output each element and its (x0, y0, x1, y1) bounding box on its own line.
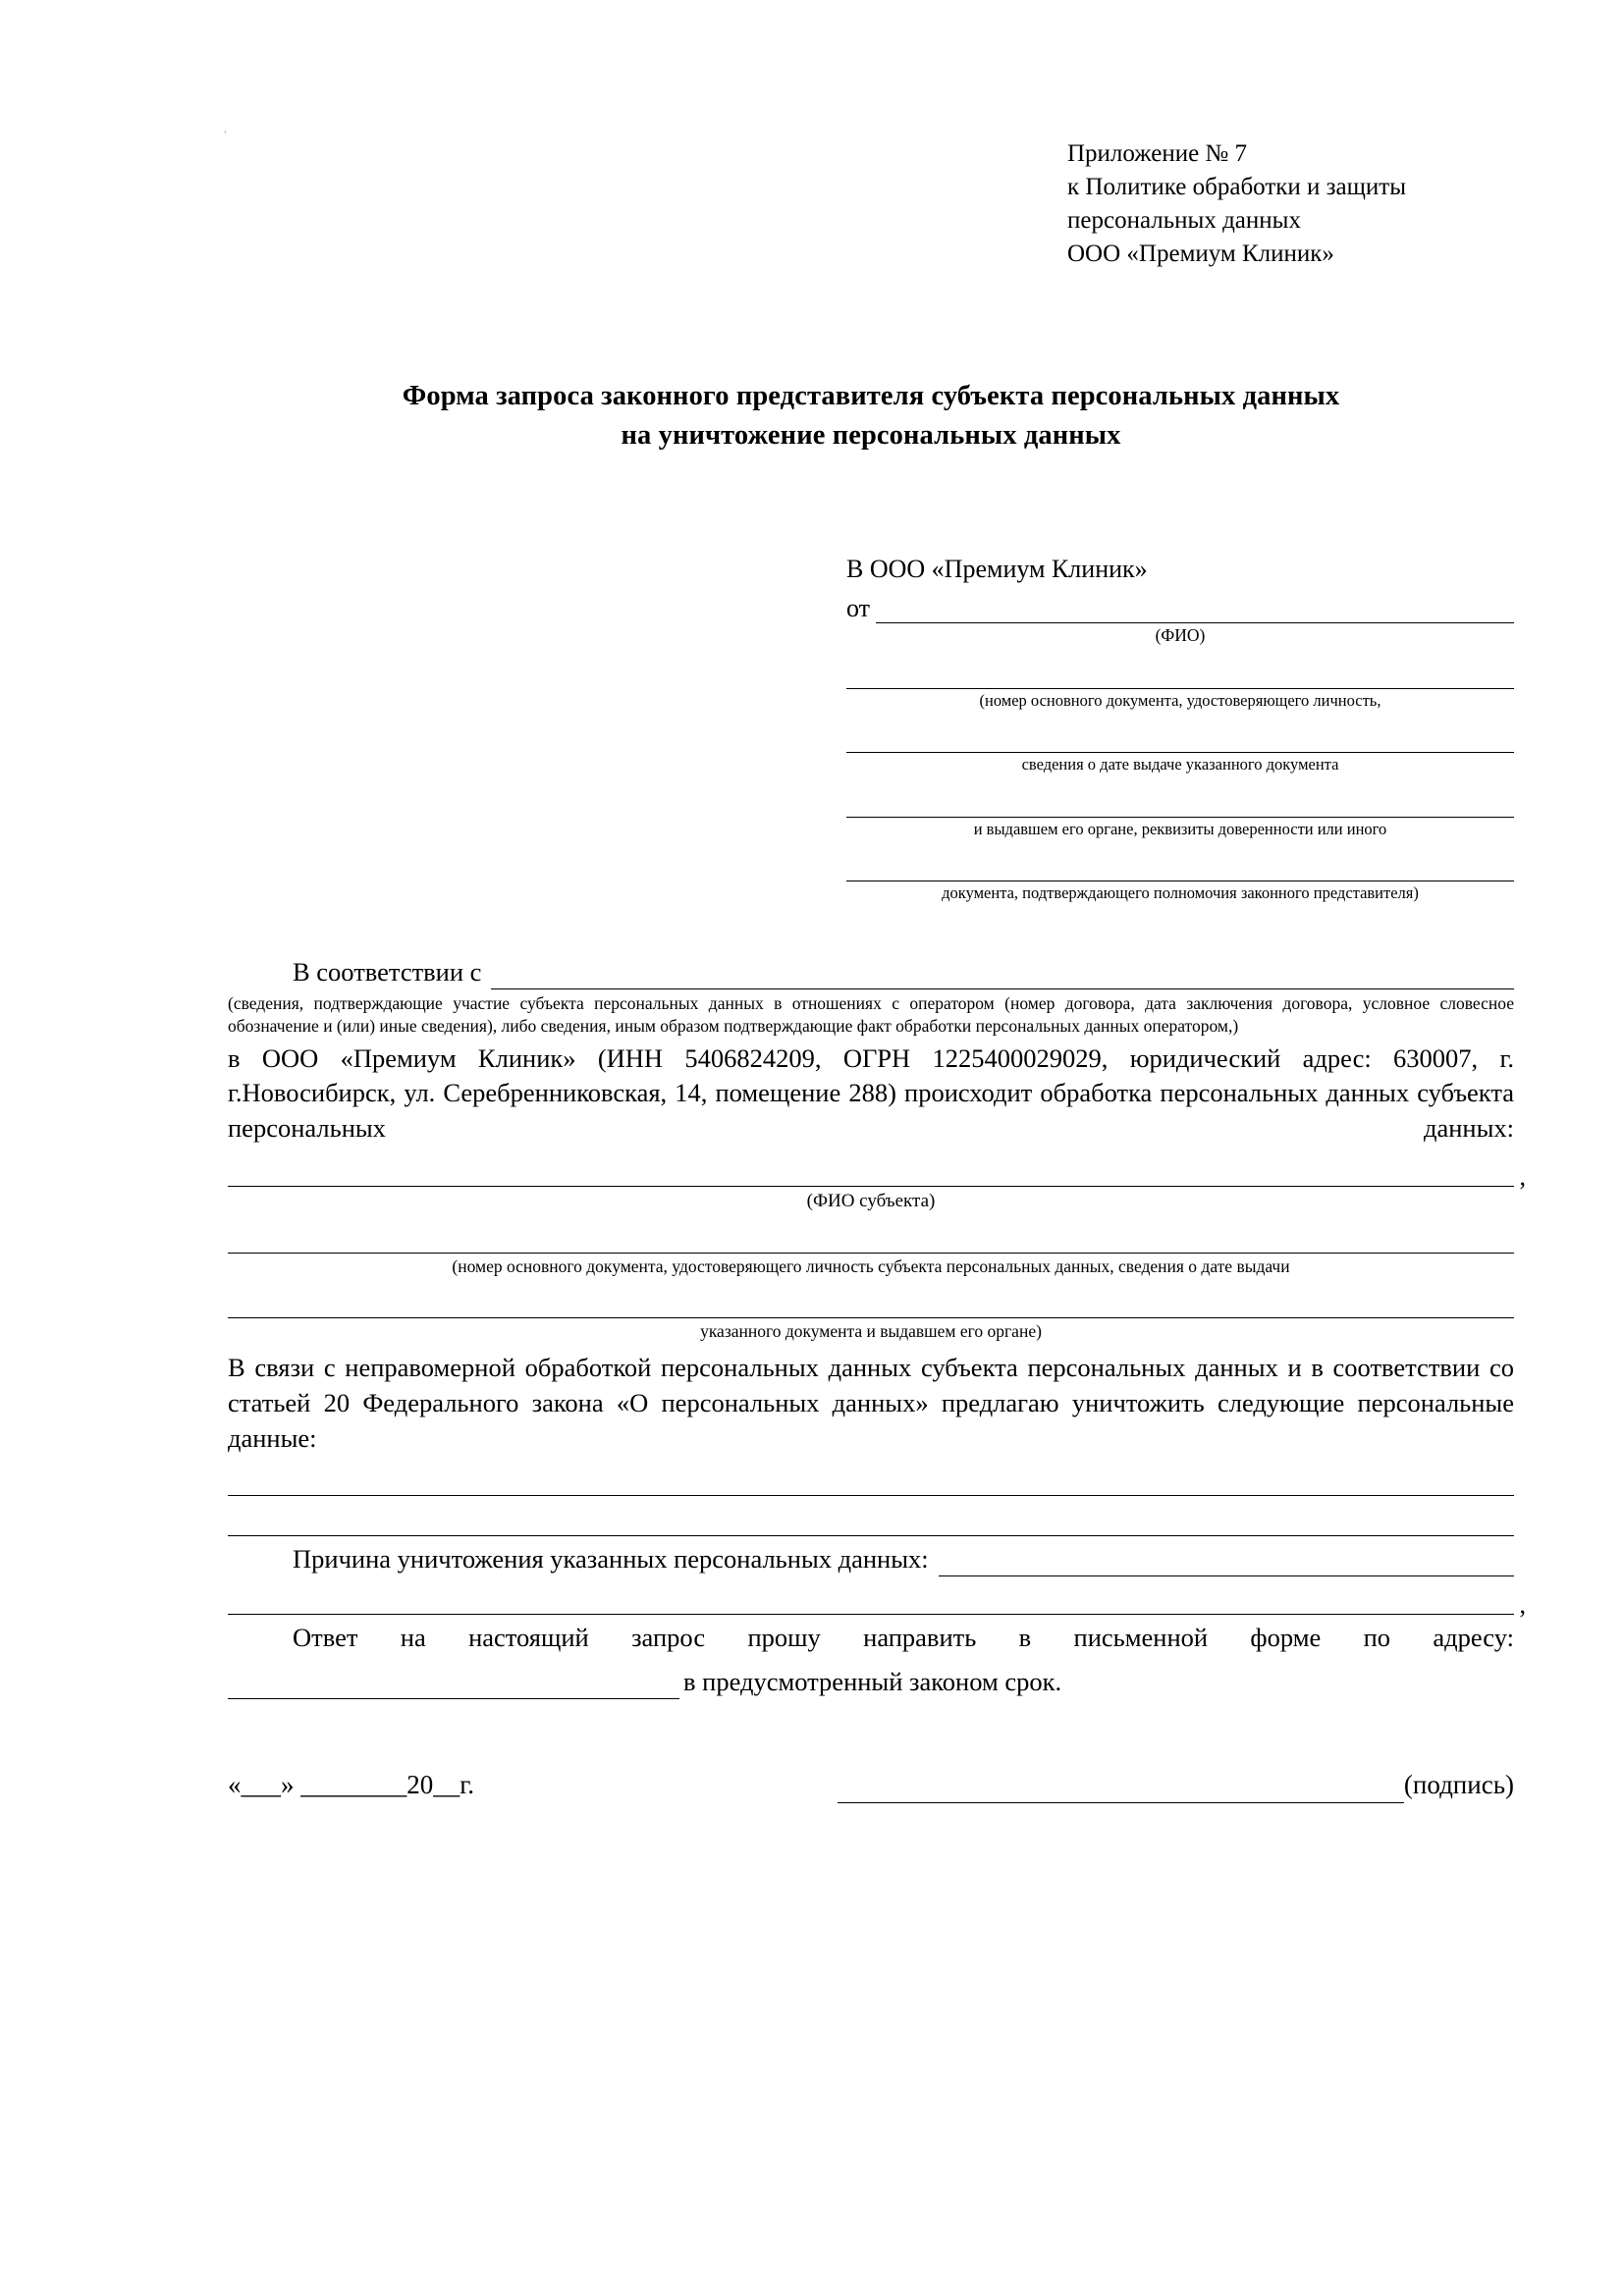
subject-fio-input-line[interactable] (228, 1156, 1514, 1187)
document-date-input-line[interactable] (846, 728, 1514, 753)
accordance-label: В соответствии с (293, 957, 482, 988)
addressee-block (846, 553, 1514, 904)
operator-paragraph: в ООО «Премиум Клиник» (ИНН 5406824209, ОГРН 1225400029029, юридический адрес: 630007, г. г.Новосибирск, ул. Серебренниковская, 14, помещение 288) происходит обработка персональных данных субъекта персональных данных: (228, 1042, 1514, 1144)
subject-document-issuer-input-line[interactable] (228, 1288, 1514, 1318)
appendix-line-1: Приложение № 7 (1067, 140, 1248, 167)
spacer-4 (846, 839, 1514, 857)
spacer-3 (846, 775, 1514, 793)
addressee-organization: В ООО «Премиум Клиник» (846, 554, 1148, 583)
page-title-line-1: Форма запроса законного представителя субъекта персональных данных (402, 381, 1340, 411)
answer-paragraph-1: Ответ на настоящий запрос прошу направить в письменной форме по адресу: (293, 1623, 1514, 1653)
answer-address-row (228, 1665, 1514, 1699)
request-paragraph: В связи с неправомерной обработкой персональных данных субъекта персональных данных и в соответствии со статьей 20 Федерального закона «О персональных данных» предлагаю уничтожить следующие персональные данные: (228, 1353, 1514, 1453)
page-title (228, 377, 1514, 456)
page-title-line-2: на уничтожение персональных данных (621, 420, 1121, 452)
caption-doc-line-2: сведения о дате выдаче указанного документа (1021, 755, 1339, 774)
reason-label: Причина уничтожения указанных персональных данных: (293, 1544, 929, 1575)
signature-row (228, 1768, 1514, 1803)
reason-input-line[interactable] (939, 1554, 1514, 1576)
document-body (228, 955, 1514, 1803)
document-number-input-line[interactable] (846, 665, 1514, 689)
answer-row (228, 1621, 1514, 1655)
from-name-input-line[interactable] (876, 601, 1514, 623)
caption-subject-doc-2: указанного документа и выдавшем его органе) (700, 1321, 1042, 1342)
signature-input-line[interactable] (838, 1781, 1404, 1803)
caption-doc-line-1: (номер основного документа, удостоверяющего личность, (979, 690, 1381, 710)
caption-subject-doc-1: (номер основного документа, удостоверяющего личность субъекта персональных данных, сведения о дате выдачи (452, 1255, 1290, 1276)
page-corner-mark: ' (224, 129, 227, 143)
document-content (228, 137, 1514, 1803)
caption-doc-line-3: и выдавшем его органе, реквизиты доверенности или иного (973, 819, 1387, 838)
appendix-line-2: к Политике обработки и защиты (1067, 174, 1407, 200)
caption-subject-fio: (ФИО субъекта) (806, 1190, 936, 1211)
from-label: от (846, 593, 871, 622)
document-issuer-input-line[interactable] (846, 793, 1514, 818)
accordance-row (228, 955, 1514, 989)
signature-caption: (подпись) (1403, 1770, 1514, 1800)
spacer-2 (846, 711, 1514, 728)
accordance-input-line[interactable] (491, 967, 1514, 989)
appendix-line-4: ООО «Премиум Клиник» (1067, 240, 1334, 267)
signature-date[interactable]: «___» ________20__г. (228, 1770, 475, 1800)
spacer-1 (846, 647, 1514, 665)
appendix-reference (1067, 137, 1514, 271)
accordance-note: (сведения, подтверждающие участие субъекта персональных данных в отношениях с оператором (номер договора, дата заключения договора, условное словесное обозначение и (или) иные сведения), либо сведения, иным образом подтверждающие факт обработки персональных данных оператором,) (228, 993, 1514, 1036)
caption-doc-line-4: документа, подтверждающего полномочия законного представителя) (942, 883, 1419, 903)
answer-paragraph-2: в предусмотренный законом срок. (683, 1667, 1062, 1697)
document-authority-input-line[interactable] (846, 857, 1514, 881)
reason-row (228, 1542, 1514, 1576)
appendix-line-3: персональных данных (1067, 207, 1301, 234)
answer-address-input-line[interactable] (228, 1677, 679, 1699)
subject-document-input-line[interactable] (228, 1223, 1514, 1254)
reason-input-line-2[interactable] (228, 1584, 1514, 1615)
caption-fio: (ФИО) (1155, 624, 1206, 645)
from-field-row (846, 594, 1514, 623)
data-to-destroy-line-2[interactable] (228, 1506, 1514, 1536)
data-to-destroy-line-1[interactable] (228, 1466, 1514, 1496)
